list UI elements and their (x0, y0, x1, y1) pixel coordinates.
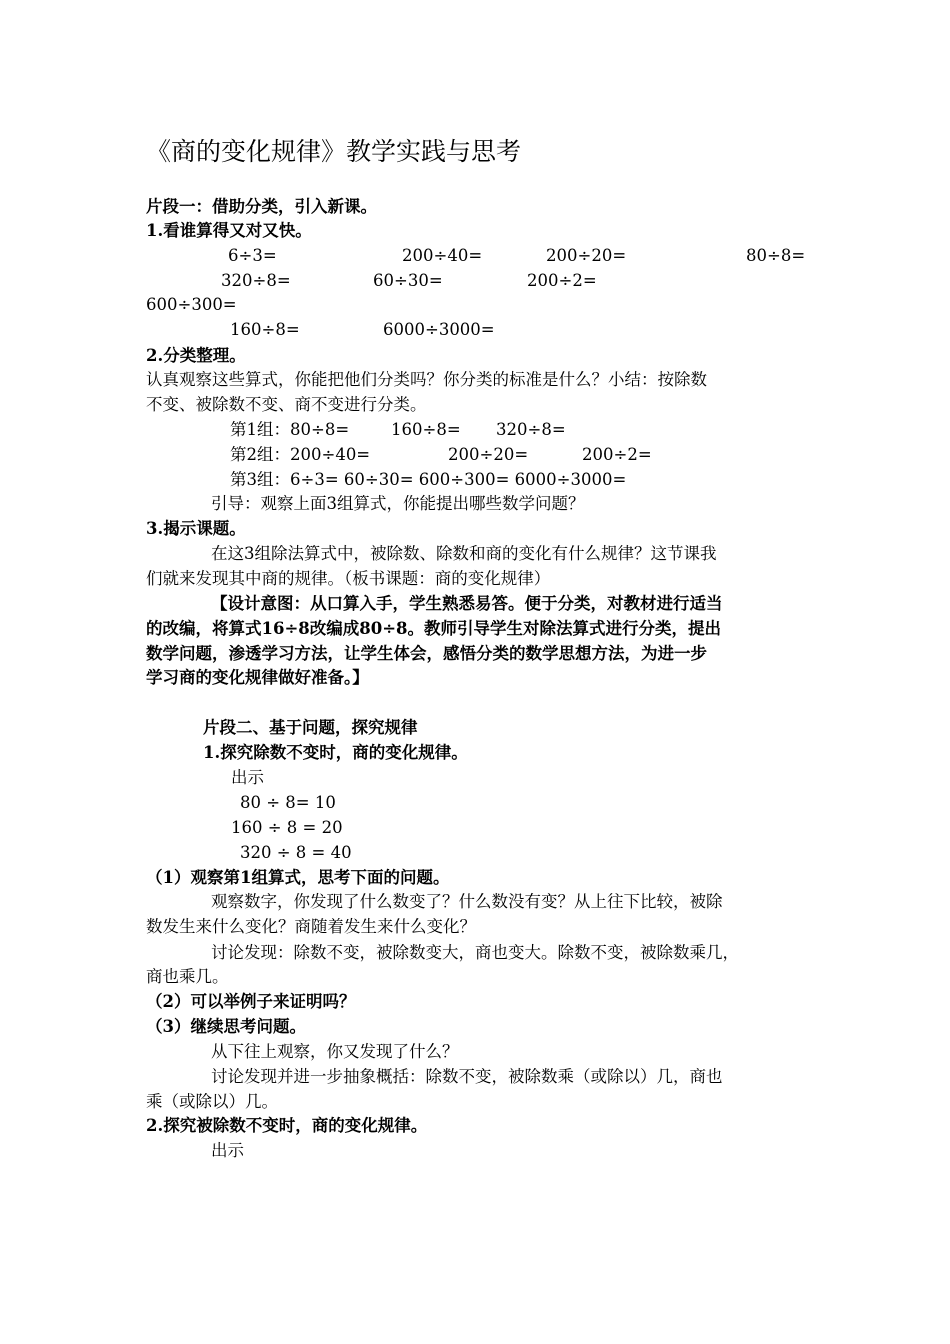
group-line: 第1组：80÷8= (230, 420, 350, 439)
paragraph-line: 讨论发现并进一步抽象概括：除数不变，被除数乘（或除以）几，商也 (211, 1067, 723, 1086)
paragraph-line: 观察数字，你发现了什么数变了？什么数没有变？从上往下比较，被除 (211, 892, 723, 911)
item-heading: 1.看谁算得又对又快。 (146, 221, 312, 240)
calculation: 80 ÷ 8= 10 (240, 793, 336, 812)
paragraph-line: 数发生来什么变化？商随着发生来什么变化？ (146, 917, 476, 936)
group-line: 200÷20= (448, 445, 529, 464)
design-intent-line: 【设计意图：从口算入手，学生熟悉易答。便于分类，对教材进行适当 (211, 594, 723, 613)
paragraph-line: 讨论发现：除数不变，被除数变大，商也变大。除数不变，被除数乘几， (211, 943, 739, 962)
section1-heading: 片段一：借助分类，引入新课。 (146, 197, 377, 216)
paragraph-line: 出示 (211, 1141, 244, 1160)
item-heading: 2.探究被除数不变时，商的变化规律。 (146, 1116, 428, 1135)
paragraph-line: 从下往上观察，你又发现了什么？ (211, 1042, 459, 1061)
equation: 200÷2= (527, 271, 597, 290)
item-heading: 1.探究除数不变时，商的变化规律。 (203, 743, 468, 762)
equation: 320÷8= (221, 271, 291, 290)
paragraph-line: 在这3组除法算式中，被除数、除数和商的变化有什么规律？这节课我 (211, 544, 717, 563)
paragraph-line: 引导：观察上面3组算式，你能提出哪些数学问题？ (211, 494, 585, 513)
item-heading: 2.分类整理。 (146, 346, 246, 365)
question-heading: （1）观察第1组算式，思考下面的问题。 (146, 868, 450, 887)
group-line: 160÷8= (391, 420, 461, 439)
section2-heading: 片段二、基于问题，探究规律 (203, 718, 418, 737)
question-heading: （3）继续思考问题。 (146, 1017, 306, 1036)
calculation: 320 ÷ 8 = 40 (240, 843, 352, 862)
equation: 200÷40= (402, 246, 483, 265)
design-intent-line: 数学问题，渗透学习方法，让学生体会，感悟分类的数学思想方法，为进一步 (146, 644, 707, 663)
paragraph-line: 出示 (231, 768, 264, 787)
item-heading: 3.揭示课题。 (146, 519, 246, 538)
design-intent-line: 的改编，将算式16÷8改编成80÷8。教师引导学生对除法算式进行分类，提出 (146, 619, 722, 638)
equation: 200÷20= (546, 246, 627, 265)
equation: 60÷30= (373, 271, 443, 290)
paragraph-line: 不变、被除数不变、商不变进行分类。 (146, 395, 427, 414)
group-line: 第2组：200÷40= (230, 445, 371, 464)
paragraph-line: 认真观察这些算式，你能把他们分类吗？你分类的标准是什么？小结：按除数 (146, 370, 707, 389)
equation: 6÷3= (228, 246, 277, 265)
equation: 600÷300= (146, 295, 237, 314)
paragraph-line: 商也乘几。 (146, 967, 229, 986)
question-heading: （2）可以举例子来证明吗？ (146, 992, 356, 1011)
equation: 160÷8= (230, 320, 300, 339)
equation: 6000÷3000= (383, 320, 495, 339)
group-line: 第3组：6÷3= 60÷30= 600÷300= 6000÷3000= (230, 470, 627, 489)
equation: 80÷8= (746, 246, 806, 265)
calculation: 160 ÷ 8 = 20 (231, 818, 343, 837)
paragraph-line: 乘（或除以）几。 (146, 1092, 278, 1111)
group-line: 200÷2= (582, 445, 652, 464)
paragraph-line: 们就来发现其中商的规律。（板书课题：商的变化规律） (146, 569, 551, 588)
group-line: 320÷8= (496, 420, 566, 439)
design-intent-line: 学习商的变化规律做好准备。】 (146, 668, 369, 687)
page-title: 《商的变化规律》教学实践与思考 (146, 137, 522, 166)
